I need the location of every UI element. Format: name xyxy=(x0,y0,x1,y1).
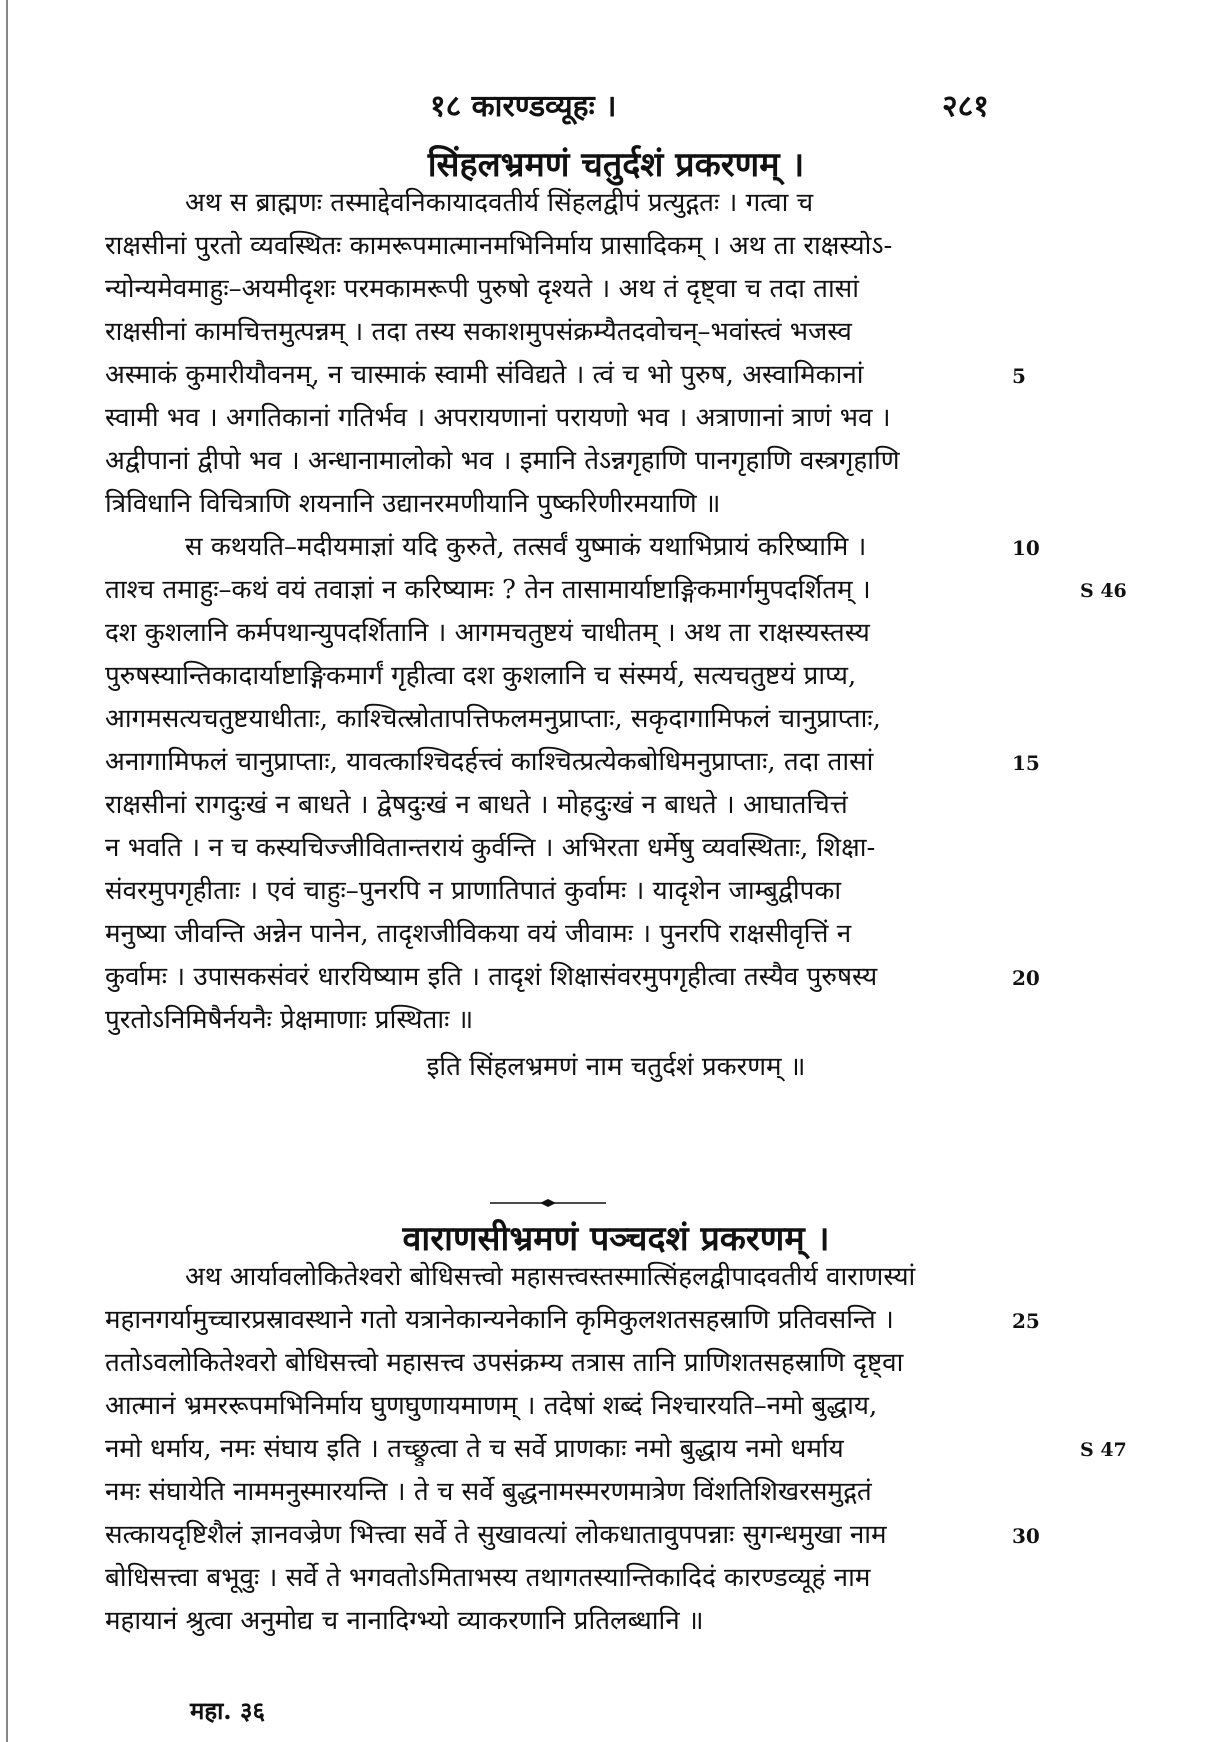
text-line: आगमसत्यचतुष्टयाधीताः, काश्चित्स्रोतापत्तिफलमनुप्राप्ताः, सकृदागामिफलं चानुप्राप्ताः, xyxy=(105,704,881,734)
text-line: पुरतोऽनिमिषैर्नयनैः प्रेक्षमाणाः प्रस्थिताः ॥ xyxy=(105,1005,474,1035)
line-number: 30 xyxy=(1012,1524,1040,1548)
chapter-heading-14: सिंहलभ्रमणं चतुर्दशं प्रकरणम् । xyxy=(427,145,805,185)
text-line: न्योन्यमेवमाहुः–अयमीदृशः परमकामरूपी पुरुषो दृश्यते । अथ तं दृष्ट्वा च तदा तासां xyxy=(105,274,859,304)
chapter-heading-15: वाराणसीभ्रमणं पञ्चदशं प्रकरणम् । xyxy=(402,1219,830,1259)
text-line: बोधिसत्त्वा बभूवुः । सर्वे ते भगवतोऽमिताभस्य तथागतस्यान्तिकादिदं कारण्डव्यूहं नाम xyxy=(105,1563,871,1593)
text-line: ततोऽवलोकितेश्वरो बोधिसत्त्वो महासत्त्व उपसंक्रम्य तत्रास तानि प्राणिशतसहस्राणि दृष्ट्वा xyxy=(105,1348,904,1378)
running-head: १८ कारण्डव्यूहः । xyxy=(430,89,617,124)
line-number: 10 xyxy=(1012,536,1040,560)
margin-reference: S 46 xyxy=(1080,580,1127,602)
text-line: आत्मानं भ्रमररूपमभिनिर्माय घुणघुणायमाणम् । तदेषां शब्दं निश्चारयति–नमो बुद्धाय, xyxy=(105,1391,878,1421)
text-line: नमः संघायेति नाममनुस्मारयन्ति । ते च सर्वे बुद्धनामस्मरणमात्रेण विंशतिशिखरसमुद्गतं xyxy=(105,1477,872,1507)
text-line: अस्माकं कुमारीयौवनम्, न चास्माकं स्वामी संविद्यते । त्वं च भो पुरुष, अस्वामिकानां xyxy=(105,360,864,390)
ornament-divider xyxy=(488,1198,608,1208)
text-line: कुर्वामः । उपासकसंवरं धारयिष्याम इति । तादृशं शिक्षासंवरमुपगृहीत्वा तस्यैव पुरुषस्य xyxy=(105,962,878,992)
colophon: इति सिंहलभ्रमणं नाम चतुर्दशं प्रकरणम् ॥ xyxy=(426,1052,806,1082)
text-line: राक्षसीनां रागदुःखं न बाधते । द्वेषदुःखं न बाधते । मोहदुःखं न बाधते । आघातचित्तं xyxy=(105,790,848,820)
text-line: अद्वीपानां द्वीपो भव । अन्धानामालोको भव । इमानि तेऽन्नगृहाणि पानगृहाणि वस्त्रगृहाणि xyxy=(105,446,900,476)
text-line: ताश्च तमाहुः–कथं वयं तवाज्ञां न करिष्यामः ? तेन तासामार्याष्टाङ्गिकमार्गमुपदर्शितम् । xyxy=(105,575,871,605)
text-line: महायानं श्रुत्वा अनुमोद्य च नानादिग्भ्यो व्याकरणानि प्रतिलब्धानि ॥ xyxy=(105,1606,704,1636)
line-number: 15 xyxy=(1012,751,1040,775)
line-number: 20 xyxy=(1012,966,1040,990)
line-number: 25 xyxy=(1012,1309,1040,1333)
line-number: 5 xyxy=(1012,364,1026,388)
text-line: स कथयति–मदीयमाज्ञां यदि कुरुते, तत्सर्वं युष्माकं यथाभिप्रायं करिष्यामि । xyxy=(185,532,867,562)
text-line: महानगर्यामुच्चारप्रस्रावस्थाने गतो यत्रानेकान्यनेकानि कृमिकुलशतसहस्राणि प्रतिवसन्ति । xyxy=(105,1305,894,1335)
text-line: न भवति । न च कस्यचिज्जीवितान्तरायं कुर्वन्ति । अभिरता धर्मेषु व्यवस्थिताः, शिक्षा- xyxy=(105,833,876,863)
margin-reference: S 47 xyxy=(1080,1439,1127,1461)
text-line: नमो धर्माय, नमः संघाय इति । तच्छ्रुत्वा ते च सर्वे प्राणकाः नमो बुद्धाय नमो धर्माय xyxy=(105,1434,844,1464)
page-number: २८१ xyxy=(942,89,989,124)
scan-binding-edge xyxy=(6,0,8,1742)
text-line: राक्षसीनां पुरतो व्यवस्थितः कामरूपमात्मानमभिनिर्माय प्रासादिकम् । अथ ता राक्षस्योऽ- xyxy=(105,231,893,261)
text-line: अनागामिफलं चानुप्राप्ताः, यावत्काश्चिदर्हत्त्वं काश्चित्प्रत्येकबोधिमनुप्राप्ताः, तदा तासां xyxy=(105,747,874,777)
text-line: अथ आर्यावलोकितेश्वरो बोधिसत्त्वो महासत्त्वस्तस्मात्सिंहलद्वीपादवतीर्य वाराणस्यां xyxy=(185,1262,916,1292)
text-line: मनुष्या जीवन्ति अन्नेन पानेन, तादृशजीविकया वयं जीवामः । पुनरपि राक्षसीवृत्तिं न xyxy=(105,919,852,949)
text-line: पुरुषस्यान्तिकादार्याष्टाङ्गिकमार्गं गृहीत्वा दश कुशलानि च संस्मर्य, सत्यचतुष्टयं प्राप्य, xyxy=(105,661,857,691)
signature-mark: महा. ३६ xyxy=(190,1696,265,1725)
text-line: स्वामी भव । अगतिकानां गतिर्भव । अपरायणानां परायणो भव । अत्राणानां त्राणं भव । xyxy=(105,403,891,433)
text-line: त्रिविधानि विचित्राणि शयनानि उद्यानरमणीयानि पुष्करिणीरमयाणि ॥ xyxy=(105,489,721,519)
text-line: राक्षसीनां कामचित्तमुत्पन्नम् । तदा तस्य सकाशमुपसंक्रम्यैतदवोचन्–भवांस्त्वं भजस्व xyxy=(105,317,852,347)
text-line: संवरमुपगृहीताः । एवं चाहुः–पुनरपि न प्राणातिपातं कुर्वामः । यादृशेन जाम्बुद्वीपका xyxy=(105,876,842,906)
text-line: सत्कायदृष्टिशैलं ज्ञानवज्रेण भित्त्वा सर्वे ते सुखावत्यां लोकधातावुपपन्नाः सुगन्धमुखा नाम xyxy=(105,1520,887,1550)
text-line: दश कुशलानि कर्मपथान्युपदर्शितानि । आगमचतुष्टयं चाधीतम् । अथ ता राक्षस्यस्तस्य xyxy=(105,618,870,648)
text-line: अथ स ब्राह्मणः तस्माद्देवनिकायादवतीर्य सिंहलद्वीपं प्रत्युद्गतः । गत्वा च xyxy=(185,188,814,218)
